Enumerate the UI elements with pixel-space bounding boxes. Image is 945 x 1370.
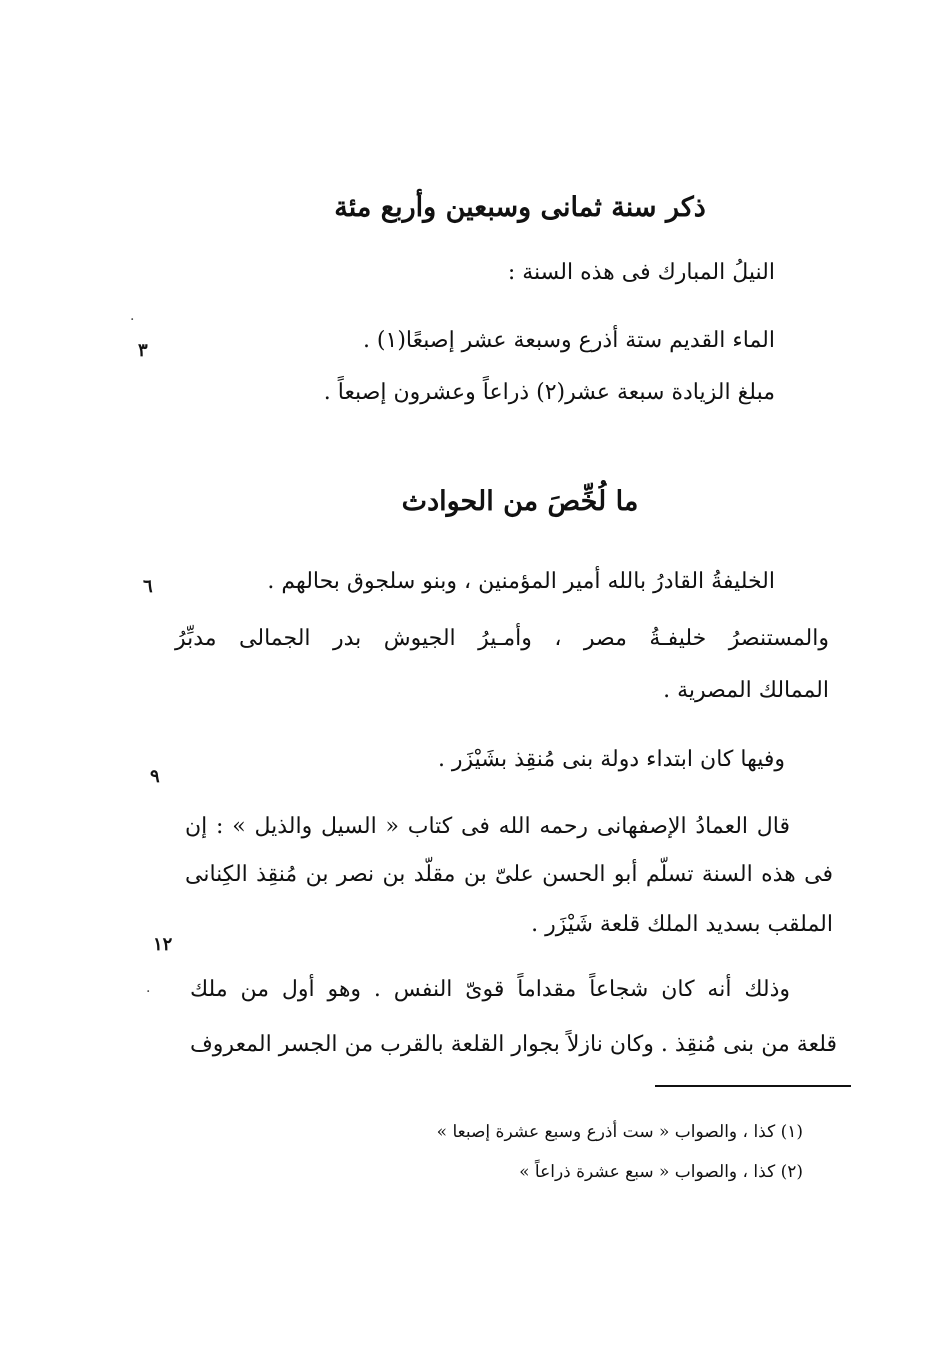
- text-line: الخليفةُ القادرُ بالله أمير المؤمنين ، وبنو سلجوق بحالهم .: [267, 569, 775, 594]
- text-line: وفيها كان ابتداء دولة بنى مُنقِذ بشَيْزَر .: [437, 747, 785, 772]
- section-heading-events: ما لُخِّصَ من الحوادث: [401, 486, 639, 517]
- text-line: الملقب بسديد الملك قلعة شَيْزَر .: [531, 912, 833, 937]
- text-line: مبلغ الزيادة سبعة عشر(٢) ذراعاً وعشرون إصبعاً .: [323, 380, 775, 405]
- margin-line-number: ٣: [138, 340, 148, 361]
- text-line: قلعة من بنى مُنقِذ . وكان نازلاً بجوار القلعة بالقرب من الجسر المعروف: [190, 1032, 837, 1057]
- margin-line-number: ٦: [143, 576, 153, 597]
- footnote: (١) كذا ، والصواب « ست أذرع وسبع عشرة إصبعا »: [436, 1122, 803, 1142]
- text-line: قال العمادُ الإصفهانى رحمه الله فى كتاب « السيل والذيل » : إن: [185, 814, 790, 839]
- text-line: الممالك المصرية .: [663, 678, 829, 703]
- footnote-rule: [655, 1085, 851, 1087]
- text-line: وذلك أنه كان شجاعاً مقداماً قوىّ النفس . وهو أول من ملك: [190, 977, 790, 1002]
- footnote: (٢) كذا ، والصواب « سبع عشرة ذراعاً »: [519, 1162, 803, 1182]
- scan-speck: ·: [130, 312, 135, 328]
- text-line: فى هذه السنة تسلّم أبو الحسن علىّ بن مقلّد بن نصر بن مُنقِذ الكِنانى: [185, 862, 833, 887]
- text-line: الماء القديم ستة أذرع وسبعة عشر إصبعًا(١) .: [362, 328, 775, 353]
- section-heading-year: ذكر سنة ثمانى وسبعين وأربع مئة: [334, 192, 706, 223]
- margin-line-number: ١٢: [153, 934, 173, 955]
- margin-line-number: ٩: [150, 766, 160, 787]
- text-line: النيلُ المبارك فى هذه السنة :: [507, 260, 775, 285]
- text-line: والمستنصرُ خليفـةُ مصر ، وأمـيرُ الجيوش بدر الجمالى مدبِّرُ: [175, 626, 829, 651]
- scan-speck: ·: [146, 984, 151, 1000]
